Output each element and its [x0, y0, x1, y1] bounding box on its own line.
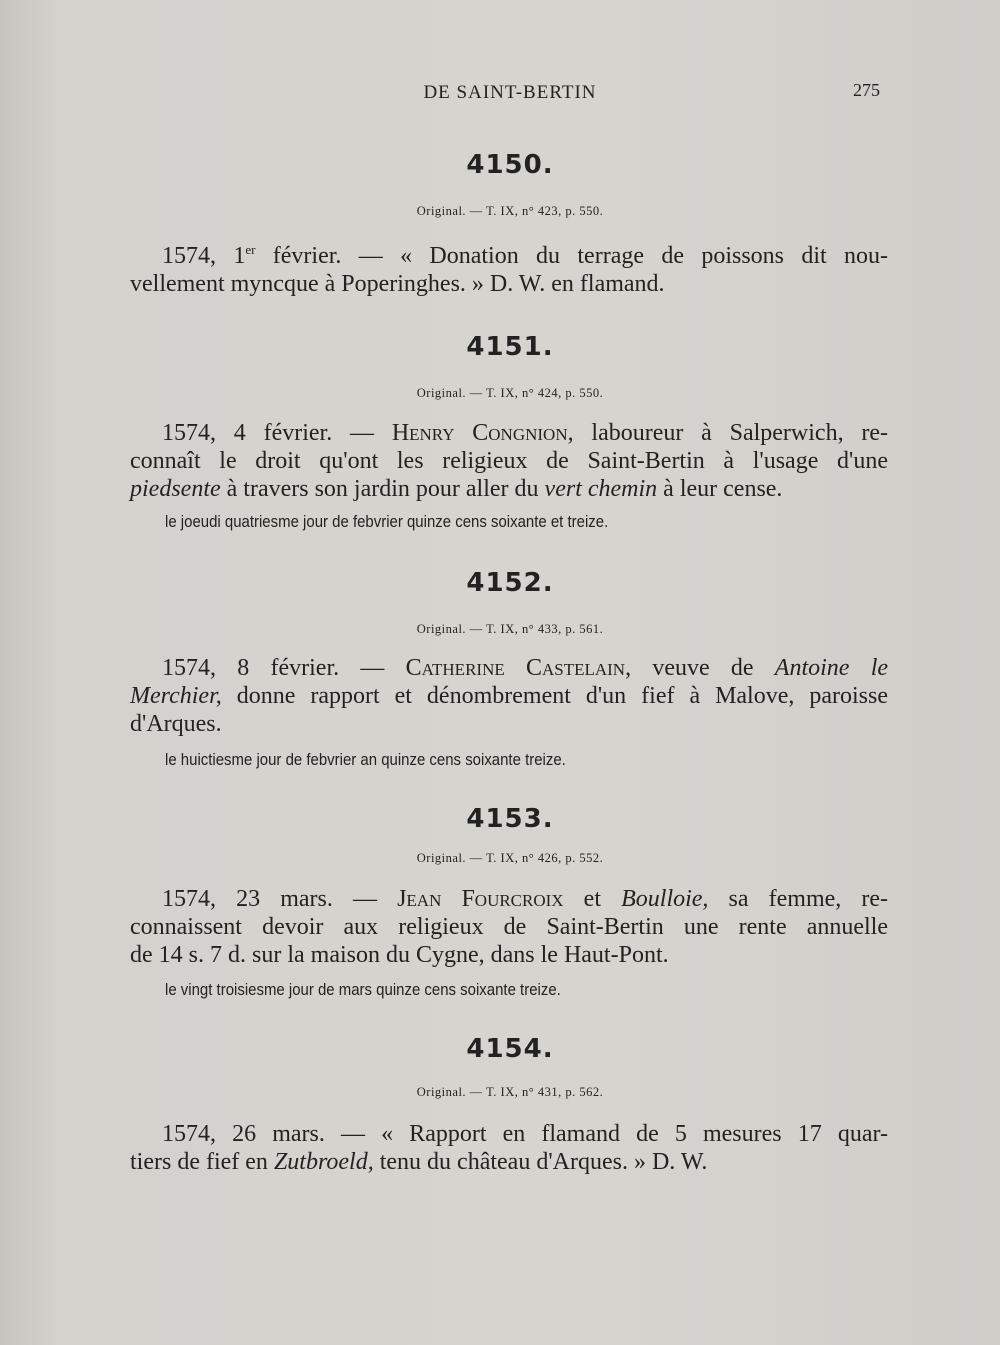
page-number: 275: [853, 80, 880, 100]
entry-source: Original. — T. IX, n° 423, p. 550.: [416, 204, 604, 218]
entry-text: 1574, 4 février. — Henry Congnion, laboureur à Salperwich, re- connaît le droit qu'ont les religieux de Saint-Bertin à l'usage d'une piedsente à travers son jardin pour aller du vert chemin à leur cense.: [130, 420, 888, 502]
entry-source: Original. — T. IX, n° 426, p. 552.: [416, 851, 604, 865]
entry-number: 4151.: [466, 332, 554, 362]
entry-source: Original. — T. IX, n° 424, p. 550.: [416, 386, 604, 400]
entry-source: Original. — T. IX, n° 431, p. 562.: [416, 1085, 604, 1099]
entry-source: Original. — T. IX, n° 433, p. 561.: [416, 622, 604, 636]
entry-number: 4150.: [466, 150, 554, 180]
original-quote: le joeudi quatriesme jour de febvrier quinze cens soixante et treize.: [165, 512, 609, 531]
running-title: DE SAINT-BERTIN: [423, 82, 597, 103]
entry-text: 1574, 26 mars. — « Rapport en flamand de 5 mesures 17 quar- tiers de fief en Zutbroeld, tenu du château d'Arques. » D. W.: [130, 1121, 888, 1175]
original-quote: le huictiesme jour de febvrier an quinze cens soixante treize.: [165, 750, 566, 769]
entry-text: 1574, 23 mars. — Jean Fourcroix et Boulloie, sa femme, re- connaissent devoir aux religieux de Saint-Bertin une rente annuelle de 14 s. 7 d. sur la maison du Cygne, dans le Haut-Pont.: [130, 886, 888, 968]
entry-number: 4152.: [466, 568, 554, 598]
entry-text: 1574, 8 février. — Catherine Castelain, veuve de Antoine le Merchier, donne rapport et dénombrement d'un fief à Malove, paroisse d'Arques.: [130, 655, 889, 737]
entry-number: 4153.: [466, 804, 554, 834]
original-quote: le vingt troisiesme jour de mars quinze cens soixante treize.: [165, 980, 561, 999]
entry-number: 4154.: [466, 1034, 554, 1064]
entry-text: 1574, 1er février. — « Donation du terrage de poissons dit nou- vellement myncque à Poperinghes. » D. W. en flamand.: [130, 242, 888, 297]
